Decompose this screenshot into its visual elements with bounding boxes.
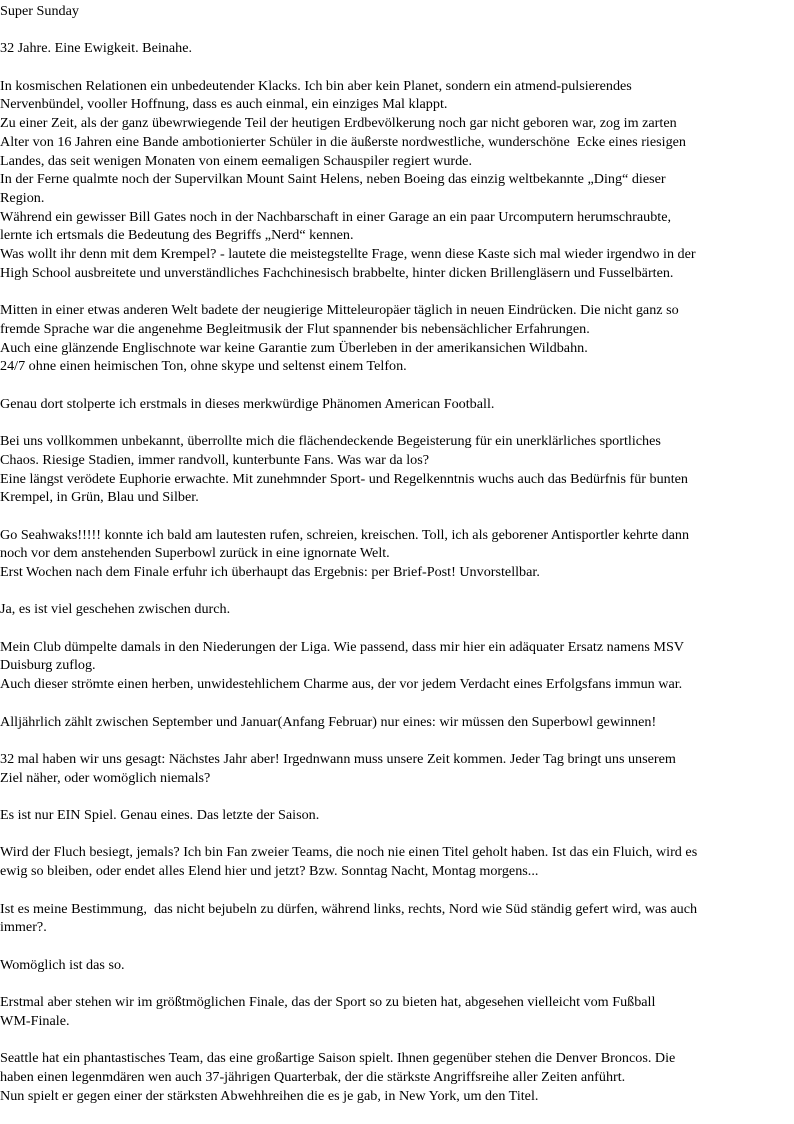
text-line: lernte ich ertsmals die Bedeutung des Begriffs „Nerd“ kennen. bbox=[0, 227, 354, 244]
text-line: Was wollt ihr denn mit dem Krempel? - lautete die meistegstellte Frage, wenn diese Kaste sich mal wieder irgendwo in der bbox=[0, 246, 696, 263]
text-line: Eine längst verödete Euphorie erwachte. Mit zunehmnder Sport- und Regelkenntnis wuchs auch das Bedürfnis für bunten bbox=[0, 470, 688, 487]
text-line: Alter von 16 Jahren eine Bande ambotionierter Schüler in die äußerste nordwestliche, wunderschöne Ecke eines riesigen bbox=[0, 133, 686, 150]
paragraph bbox=[0, 806, 792, 825]
paragraph bbox=[0, 843, 792, 880]
text-line: immer?. bbox=[0, 919, 47, 936]
paragraph bbox=[0, 900, 792, 937]
document-title bbox=[0, 2, 792, 21]
text-line: 24/7 ohne einen heimischen Ton, ohne skype und seltenst einem Telfon. bbox=[0, 358, 407, 375]
text-line: Ziel näher, oder womöglich niemals? bbox=[0, 769, 211, 786]
paragraph bbox=[0, 432, 792, 507]
text-line: Wird der Fluch besiegt, jemals? Ich bin Fan zweier Teams, die noch nie einen Titel geholt haben. Ist das ein Fluich, wird es bbox=[0, 844, 698, 861]
text-line: Auch eine glänzende Englischnote war keine Garantie zum Überleben in der amerikansichen Wildbahn. bbox=[0, 339, 588, 356]
text-line: 32 Jahre. Eine Ewigkeit. Beinahe. bbox=[0, 40, 193, 57]
paragraph bbox=[0, 956, 792, 975]
text-line: Krempel, in Grün, Blau und Silber. bbox=[0, 489, 199, 506]
text-line: fremde Sprache war die angenehme Begleitmusik der Flut spannender bis nebensächlicher Erfahrungen. bbox=[0, 320, 590, 337]
text-line: ewig so bleiben, oder endet alles Elend hier und jetzt? Bzw. Sonntag Nacht, Montag morgens... bbox=[0, 863, 539, 880]
paragraph bbox=[0, 713, 792, 732]
text-line: Erst Wochen nach dem Finale erfuhr ich überhaupt das Ergebnis: per Brief-Post! Unvorstellbar. bbox=[0, 564, 540, 580]
text-line: Es ist nur EIN Spiel. Genau eines. Das letzte der Saison. bbox=[0, 807, 320, 824]
paragraph bbox=[0, 526, 792, 582]
text-line: Alljährlich zählt zwischen September und Januar(Anfang Februar) nur eines: wir müssen den Superbowl gewinnen! bbox=[0, 713, 657, 730]
text-line: Chaos. Riesige Stadien, immer randvoll, kunterbunte Fans. Was war da los? bbox=[0, 451, 430, 468]
text-line: Womöglich ist das so. bbox=[0, 956, 125, 973]
text-line: Ist es meine Bestimmung, das nicht bejubeln zu dürfen, während links, rechts, Nord wie Süd ständig gefert wird, was auch bbox=[0, 900, 698, 917]
paragraph bbox=[0, 1049, 792, 1105]
text-line: Go Seahwaks!!!!! konnte ich bald am lautesten rufen, schreien, kreischen. Toll, ich als geborener Antisportler kehrte dann bbox=[0, 526, 690, 543]
text-line: Mitten in einer etwas anderen Welt badete der neugierige Mitteleuropäer täglich in neuen Eindrücken. Die nicht ganz so bbox=[0, 302, 679, 319]
text-line: Während ein gewisser Bill Gates noch in der Nachbarschaft in einer Garage an ein paar Urcomputern herumschraubte, bbox=[0, 208, 672, 225]
text-line: Erstmal aber stehen wir im größtmöglichen Finale, das der Sport so zu bieten hat, abgesehen vielleicht vom Fußball bbox=[0, 994, 656, 1011]
text-line: Landes, das seit wenigen Monaten von einem eemaligen Schauspiler regiert wurde. bbox=[0, 152, 472, 169]
text-line: noch vor dem anstehenden Superbowl zurück in eine ignornate Welt. bbox=[0, 545, 390, 562]
text-line: Auch dieser strömte einen herben, unwidestehlichem Charme aus, der vor jedem Verdacht eines Erfolgsfans immun war. bbox=[0, 676, 683, 693]
paragraph bbox=[0, 301, 792, 376]
text-line: Mein Club dümpelte damals in den Niederungen der Liga. Wie passend, dass mir hier ein adäquater Ersatz namens MSV bbox=[0, 638, 685, 655]
text-line: Bei uns vollkommen unbekannt, überrollte mich die flächendeckende Begeisterung für ein unerklärliches sportliches bbox=[0, 433, 661, 450]
text-line: In kosmischen Relationen ein unbedeutender Klacks. Ich bin aber kein Planet, sondern ein atmend-pulsierendes bbox=[0, 77, 632, 94]
paragraph bbox=[0, 638, 792, 694]
paragraph bbox=[0, 600, 792, 619]
text-line: 32 mal haben wir uns gesagt: Nächstes Jahr aber! Irgednwann muss unsere Zeit kommen. Jeder Tag bringt uns unserem bbox=[0, 750, 676, 767]
paragraph bbox=[0, 77, 792, 283]
paragraph bbox=[0, 395, 792, 414]
text-line: Genau dort stolperte ich erstmals in dieses merkwürdige Phänomen American Football. bbox=[0, 395, 495, 412]
paragraph bbox=[0, 750, 792, 787]
text-line: Seattle hat ein phantastisches Team, das eine großartige Saison spielt. Ihnen gegenüber stehen die Denver Broncos. Die bbox=[0, 1050, 676, 1067]
text-line: WM-Finale. bbox=[0, 1012, 70, 1029]
paragraph bbox=[0, 993, 792, 1030]
text-line: Duisburg zuflog. bbox=[0, 657, 96, 674]
text-line: Nervenbündel, vooller Hoffnung, dass es auch einmal, ein einziges Mal klappt. bbox=[0, 96, 448, 113]
text-line: Region. bbox=[0, 190, 45, 206]
paragraph bbox=[0, 39, 792, 58]
text-line: Super Sunday bbox=[0, 3, 79, 19]
text-line: haben einen legenmdären wen auch 37-jährigen Quarterbak, der die stärkste Angriffsreihe aller Zeiten anführt. bbox=[0, 1068, 626, 1085]
text-line: In der Ferne qualmte noch der Supervilkan Mount Saint Helens, neben Boeing das einzig weltbekannte „Ding“ dieser bbox=[0, 171, 666, 188]
text-line: Nun spielt er gegen einer der stärksten Abwehhreihen die es je gab, in New York, um den Titel. bbox=[0, 1087, 539, 1104]
text-line: Ja, es ist viel geschehen zwischen durch. bbox=[0, 601, 231, 618]
text-line: High School ausbreitete und unverständliches Fachchinesisch brabbelte, hinter dicken Brillengläsern und Fusselbärten. bbox=[0, 264, 674, 281]
text-line: Zu einer Zeit, als der ganz übewrwiegende Teil der heutigen Erdbevölkerung noch gar nicht geboren war, zog im zarten bbox=[0, 115, 677, 132]
